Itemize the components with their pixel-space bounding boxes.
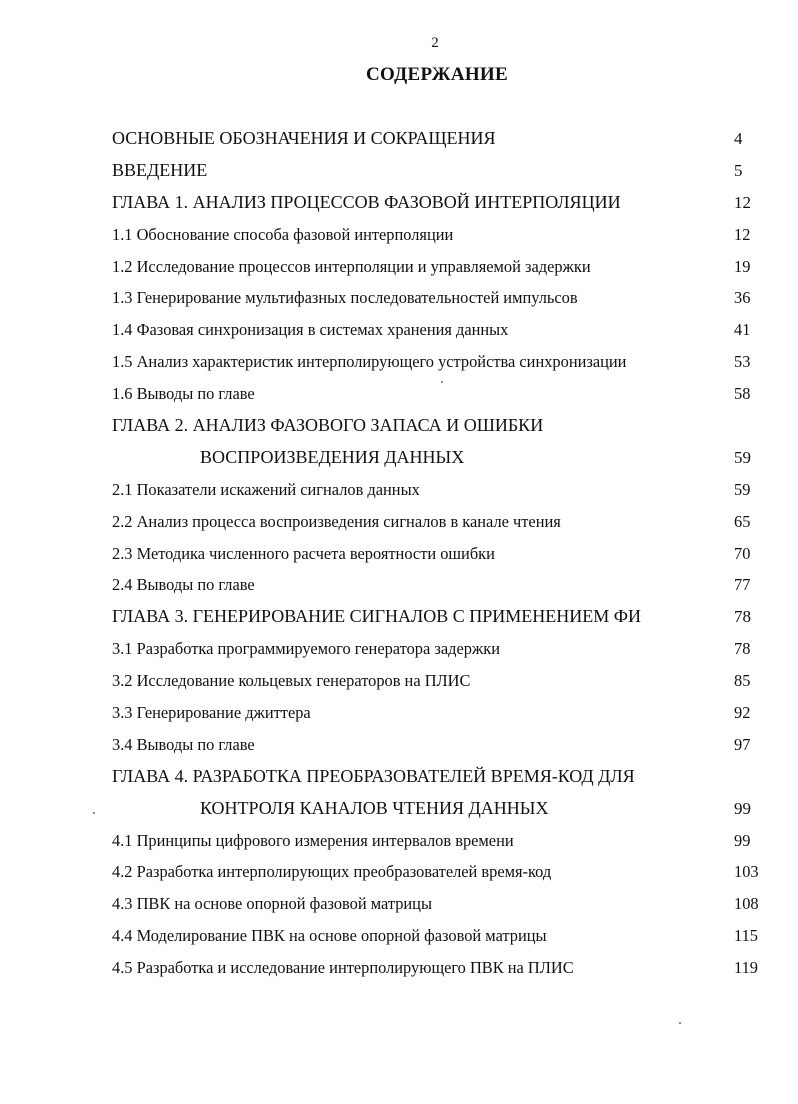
toc-entry (112, 633, 764, 665)
toc-entry-title: 1.6 Выводы по главе (112, 384, 255, 404)
toc-entry-title: 4.1 Принципы цифрового измерения интервалов времени (112, 830, 514, 850)
toc-entry (112, 314, 764, 346)
toc-entry-page: 77 (734, 575, 751, 595)
toc-entry (112, 155, 764, 187)
toc-entry (112, 442, 764, 474)
toc-entry (112, 856, 764, 888)
toc-entry-page: 97 (734, 734, 751, 754)
toc-entry-title: 4.3 ПВК на основе опорной фазовой матрицы (112, 894, 432, 914)
toc-entry-page: 5 (734, 160, 743, 180)
toc-entry (112, 346, 764, 378)
toc-entry-page: 78 (734, 639, 751, 659)
toc-entry-title: 3.3 Генерирование джиттера (112, 703, 311, 723)
page-number: 2 (431, 35, 439, 51)
toc-entry-page: 103 (734, 862, 759, 882)
toc-entry-title: 2.4 Выводы по главе (112, 575, 255, 595)
toc-entry (112, 474, 764, 506)
toc-entry-title: 1.4 Фазовая синхронизация в системах хранения данных (112, 320, 509, 340)
toc-entry-page: 99 (734, 830, 751, 850)
toc-entry-page: 12 (734, 192, 751, 212)
toc-entry (112, 378, 764, 410)
page-title: СОДЕРЖАНИЕ (366, 64, 508, 85)
toc-entry-page: 19 (734, 256, 751, 276)
toc-entry-page: 65 (734, 511, 751, 531)
toc-entry (112, 538, 764, 570)
toc-entry-title: 3.1 Разработка программируемого генератора задержки (112, 639, 500, 659)
toc-entry (112, 825, 764, 857)
toc-entry-title: 2.2 Анализ процесса воспроизведения сигналов в канале чтения (112, 511, 561, 531)
toc-entry (112, 761, 764, 793)
toc-entry-title: 1.1 Обоснование способа фазовой интерполяции (112, 224, 454, 244)
toc-entry-title: ВВЕДЕНИЕ (112, 159, 208, 180)
toc-entry (112, 793, 764, 825)
toc-entry-page: 92 (734, 703, 751, 723)
toc-entry (112, 888, 764, 920)
table-of-contents (112, 123, 764, 984)
toc-entry (112, 569, 764, 601)
toc-entry-page: 36 (734, 288, 751, 308)
toc-entry-title: 4.4 Моделирование ПВК на основе опорной фазовой матрицы (112, 926, 547, 946)
toc-entry-title: ГЛАВА 2. АНАЛИЗ ФАЗОВОГО ЗАПАСА И ОШИБКИ (112, 415, 544, 436)
toc-entry-title: 2.3 Методика численного расчета вероятности ошибки (112, 543, 495, 563)
toc-entry-page: 108 (734, 894, 759, 914)
toc-entry-title: 1.2 Исследование процессов интерполяции и управляемой задержки (112, 256, 591, 276)
toc-entry (112, 410, 764, 442)
toc-entry-title: ОСНОВНЫЕ ОБОЗНАЧЕНИЯ И СОКРАЩЕНИЯ (112, 128, 496, 148)
toc-entry (112, 729, 764, 761)
toc-entry-page: 59 (734, 479, 751, 499)
toc-entry-title: 4.5 Разработка и исследование интерполирующего ПВК на ПЛИС (112, 958, 574, 978)
scan-speck (441, 381, 443, 383)
toc-entry (112, 251, 764, 283)
toc-entry (112, 952, 764, 984)
toc-entry-page: 99 (734, 798, 751, 818)
toc-entry-title: ВОСПРОИЗВЕДЕНИЯ ДАННЫХ (200, 446, 465, 467)
toc-entry (112, 123, 764, 155)
toc-entry-page: 12 (734, 224, 751, 244)
toc-entry (112, 920, 764, 952)
scan-speck (679, 1022, 681, 1024)
toc-entry-title: ГЛАВА 4. РАЗРАБОТКА ПРЕОБРАЗОВАТЕЛЕЙ ВРЕМЯ-КОД ДЛЯ (112, 765, 635, 786)
toc-entry-title: КОНТРОЛЯ КАНАЛОВ ЧТЕНИЯ ДАННЫХ (200, 797, 549, 818)
toc-entry (112, 601, 764, 633)
toc-entry-page: 119 (734, 958, 758, 978)
toc-entry-title: 3.4 Выводы по главе (112, 734, 255, 754)
toc-entry-page: 53 (734, 352, 751, 372)
scan-speck (93, 812, 95, 814)
toc-entry (112, 219, 764, 251)
toc-entry-page: 59 (734, 447, 751, 467)
toc-entry-title: ГЛАВА 3. ГЕНЕРИРОВАНИЕ СИГНАЛОВ С ПРИМЕНЕНИЕМ ФИ (112, 606, 641, 627)
toc-entry-page: 70 (734, 543, 751, 563)
toc-entry-page: 4 (734, 129, 743, 148)
toc-entry-page: 41 (734, 320, 751, 340)
toc-entry (112, 187, 764, 219)
toc-entry-page: 78 (734, 607, 751, 627)
toc-entry (112, 697, 764, 729)
toc-entry-title: 1.3 Генерирование мультифазных последовательностей импульсов (112, 288, 578, 308)
toc-entry-title: 3.2 Исследование кольцевых генераторов на ПЛИС (112, 671, 471, 691)
toc-entry (112, 665, 764, 697)
toc-entry-title: 4.2 Разработка интерполирующих преобразователей время-код (112, 862, 552, 882)
toc-entry-title: 1.5 Анализ характеристик интерполирующего устройства синхронизации (112, 352, 627, 372)
toc-entry-title: 2.1 Показатели искажений сигналов данных (112, 479, 420, 499)
toc-entry-page: 115 (734, 926, 758, 946)
toc-entry-page: 85 (734, 671, 751, 691)
toc-entry (112, 282, 764, 314)
toc-entry (112, 506, 764, 538)
toc-entry-page: 58 (734, 384, 751, 404)
toc-entry-title: ГЛАВА 1. АНАЛИЗ ПРОЦЕССОВ ФАЗОВОЙ ИНТЕРПОЛЯЦИИ (112, 191, 621, 212)
